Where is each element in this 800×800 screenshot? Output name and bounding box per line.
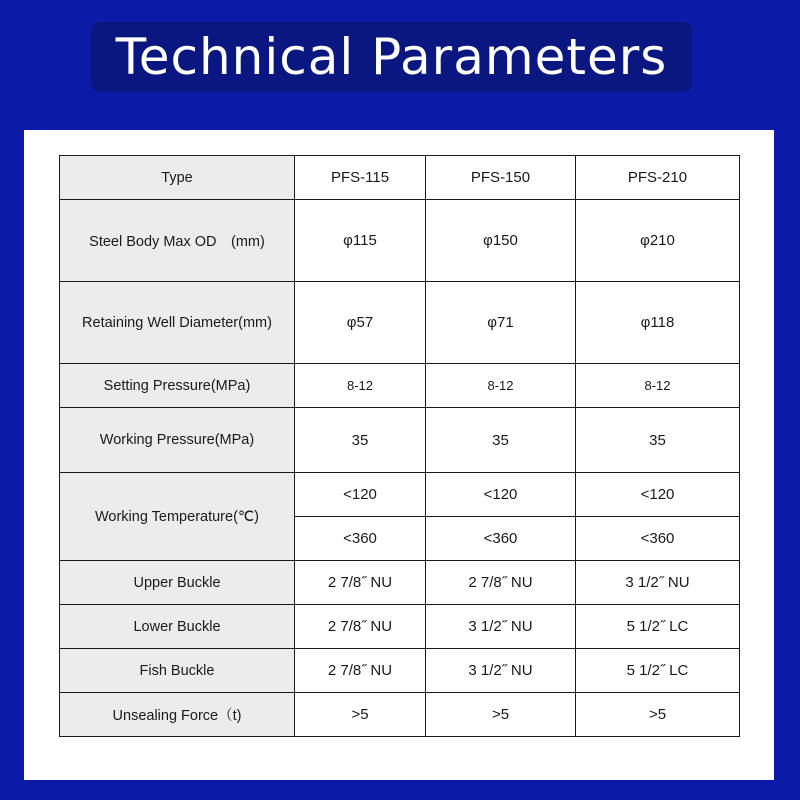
table-row bbox=[60, 649, 740, 693]
table-cell: 8-12 bbox=[295, 364, 426, 408]
table-row bbox=[60, 364, 740, 408]
table-cell: 3 1/2˝ NU bbox=[426, 649, 576, 693]
header-model: PFS-115 bbox=[295, 156, 426, 200]
table-header-row bbox=[60, 156, 740, 200]
table-row bbox=[60, 605, 740, 649]
table-row bbox=[60, 473, 740, 517]
row-label: Lower Buckle bbox=[60, 605, 295, 649]
table-cell: φ71 bbox=[426, 282, 576, 364]
table-cell: 2 7/8˝ NU bbox=[295, 605, 426, 649]
table-cell: >5 bbox=[426, 693, 576, 737]
table-cell: <360 bbox=[295, 517, 426, 561]
table-cell: 2 7/8˝ NU bbox=[295, 561, 426, 605]
header-model: PFS-210 bbox=[576, 156, 740, 200]
table-cell: 35 bbox=[426, 408, 576, 473]
table-cell: 3 1/2˝ NU bbox=[426, 605, 576, 649]
table-cell: 8-12 bbox=[576, 364, 740, 408]
table-cell: <360 bbox=[426, 517, 576, 561]
table-cell: <120 bbox=[426, 473, 576, 517]
table-cell: 5 1/2˝ LC bbox=[576, 649, 740, 693]
table-cell: 35 bbox=[295, 408, 426, 473]
table-cell: >5 bbox=[295, 693, 426, 737]
table-cell: <120 bbox=[295, 473, 426, 517]
page-title: Technical Parameters bbox=[115, 28, 668, 86]
table-cell: 3 1/2˝ NU bbox=[576, 561, 740, 605]
table-cell: φ118 bbox=[576, 282, 740, 364]
parameters-table bbox=[59, 155, 740, 737]
header-model: PFS-150 bbox=[426, 156, 576, 200]
table-row bbox=[60, 282, 740, 364]
title-banner bbox=[91, 22, 692, 92]
row-label: Unsealing Force（t) bbox=[60, 693, 295, 737]
table-cell: φ150 bbox=[426, 200, 576, 282]
table-cell: >5 bbox=[576, 693, 740, 737]
table-row bbox=[60, 408, 740, 473]
row-label: Working Pressure(MPa) bbox=[60, 408, 295, 473]
row-label: Setting Pressure(MPa) bbox=[60, 364, 295, 408]
table-cell: <360 bbox=[576, 517, 740, 561]
table-cell: 8-12 bbox=[426, 364, 576, 408]
table-cell: φ115 bbox=[295, 200, 426, 282]
row-label: Upper Buckle bbox=[60, 561, 295, 605]
table-row bbox=[60, 693, 740, 737]
table-cell: φ57 bbox=[295, 282, 426, 364]
table-cell: 2 7/8˝ NU bbox=[295, 649, 426, 693]
header-type-label: Type bbox=[60, 156, 295, 200]
table-cell: φ210 bbox=[576, 200, 740, 282]
table-cell: 35 bbox=[576, 408, 740, 473]
row-label: Working Temperature(℃) bbox=[60, 473, 295, 561]
table-cell: 2 7/8˝ NU bbox=[426, 561, 576, 605]
table-cell: <120 bbox=[576, 473, 740, 517]
row-label: Steel Body Max OD (mm) bbox=[60, 200, 295, 282]
row-label: Fish Buckle bbox=[60, 649, 295, 693]
table-row bbox=[60, 561, 740, 605]
row-label: Retaining Well Diameter(mm) bbox=[60, 282, 295, 364]
content-panel bbox=[24, 130, 774, 780]
table-cell: 5 1/2˝ LC bbox=[576, 605, 740, 649]
table-row bbox=[60, 200, 740, 282]
